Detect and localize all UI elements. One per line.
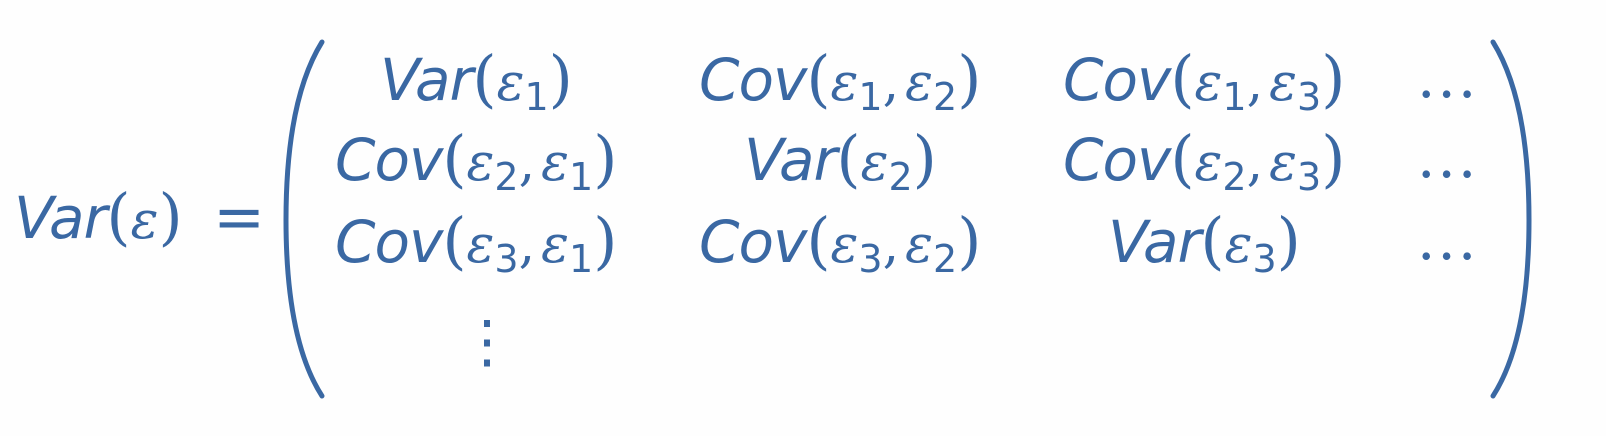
cell-subscript: 1 (1222, 75, 1247, 119)
cell-epsilon: ε (496, 53, 525, 113)
cell-comma: , (882, 215, 900, 275)
matrix-cell-r1-c2 (699, 42, 982, 119)
cell-epsilon: ε (830, 53, 859, 113)
equals-sign: = (213, 180, 266, 253)
cell-epsilon: ε (830, 215, 859, 275)
lhs-function: Var (14, 184, 107, 252)
cell-subscript: 3 (1297, 155, 1322, 199)
cell-subscript: 2 (888, 155, 913, 199)
cell-subscript: 3 (1252, 237, 1277, 281)
matrix-cell-r2-c4 (1417, 123, 1479, 191)
matrix-cell-r3-c3 (1108, 204, 1301, 281)
cell-subscript: 1 (524, 75, 549, 119)
matrix-cell-r3-c2 (699, 204, 982, 281)
horizontal-ellipsis: ... (1417, 43, 1479, 111)
cell-epsilon: ε (1194, 53, 1223, 113)
cell-close-paren: ) (1321, 42, 1346, 115)
cell-open-paren: ( (806, 42, 831, 115)
cell-close-paren: ) (593, 204, 618, 277)
cell-epsilon: ε (905, 215, 934, 275)
cell-comma: , (518, 133, 536, 193)
matrix-cell-r1-c3 (1063, 42, 1346, 119)
cell-close-paren: ) (912, 122, 937, 195)
horizontal-ellipsis: ... (1417, 205, 1479, 273)
cell-subscript: 2 (494, 155, 519, 199)
matrix-cell-r3-c1 (335, 204, 618, 281)
cell-open-paren: ( (472, 42, 497, 115)
cell-function: Cov (335, 126, 443, 194)
cell-comma: , (518, 215, 536, 275)
cell-function: Cov (699, 46, 807, 114)
lhs-close-paren: ) (158, 180, 183, 253)
cell-function: Cov (699, 208, 807, 276)
cell-open-paren: ( (1170, 122, 1195, 195)
matrix-cell-r3-c4 (1417, 205, 1479, 273)
cell-epsilon: ε (905, 53, 934, 113)
cell-epsilon: ε (1194, 133, 1223, 193)
cell-subscript: 2 (933, 75, 958, 119)
cell-subscript: 2 (933, 237, 958, 281)
matrix-cell-r1-c1 (380, 42, 573, 119)
cell-subscript: 3 (858, 237, 883, 281)
cell-epsilon: ε (466, 133, 495, 193)
matrix-cell-r1-c4 (1417, 43, 1479, 111)
lhs-open-paren: ( (106, 180, 131, 253)
cell-close-paren: ) (593, 122, 618, 195)
cell-epsilon: ε (541, 215, 570, 275)
cell-subscript: 1 (569, 237, 594, 281)
cell-subscript: 3 (1297, 75, 1322, 119)
cell-comma: , (882, 53, 900, 113)
cell-function: Var (1108, 208, 1201, 276)
matrix-cell-r2-c1 (335, 122, 618, 199)
cell-function: Var (380, 46, 473, 114)
cell-subscript: 1 (858, 75, 883, 119)
cell-close-paren: ) (1321, 122, 1346, 195)
cell-epsilon: ε (860, 133, 889, 193)
cell-close-paren: ) (957, 42, 982, 115)
cell-epsilon: ε (1269, 53, 1298, 113)
cell-close-paren: ) (548, 42, 573, 115)
horizontal-ellipsis: ... (1417, 123, 1479, 191)
cell-close-paren: ) (957, 204, 982, 277)
right-matrix-bracket (1493, 42, 1529, 396)
matrix-cell-r2-c3 (1063, 122, 1346, 199)
matrix-cell-r2-c2 (744, 122, 937, 199)
cell-open-paren: ( (806, 204, 831, 277)
cell-subscript: 2 (1222, 155, 1247, 199)
cell-open-paren: ( (1200, 204, 1225, 277)
cell-comma: , (1246, 133, 1264, 193)
cell-comma: , (1246, 53, 1264, 113)
cell-function: Var (744, 126, 837, 194)
cell-function: Cov (1063, 126, 1171, 194)
cell-close-paren: ) (1276, 204, 1301, 277)
cell-open-paren: ( (442, 204, 467, 277)
cell-open-paren: ( (442, 122, 467, 195)
cell-function: Cov (335, 208, 443, 276)
left-matrix-bracket (286, 42, 322, 396)
cell-function: Cov (1063, 46, 1171, 114)
cell-epsilon: ε (1269, 133, 1298, 193)
lhs-argument: ε (130, 191, 159, 251)
cell-subscript: 3 (494, 237, 519, 281)
cell-epsilon: ε (466, 215, 495, 275)
cell-epsilon: ε (1224, 215, 1253, 275)
vertical-ellipsis: ⋮ (458, 307, 516, 375)
cell-open-paren: ( (1170, 42, 1195, 115)
cell-subscript: 1 (569, 155, 594, 199)
cell-epsilon: ε (541, 133, 570, 193)
cell-open-paren: ( (836, 122, 861, 195)
